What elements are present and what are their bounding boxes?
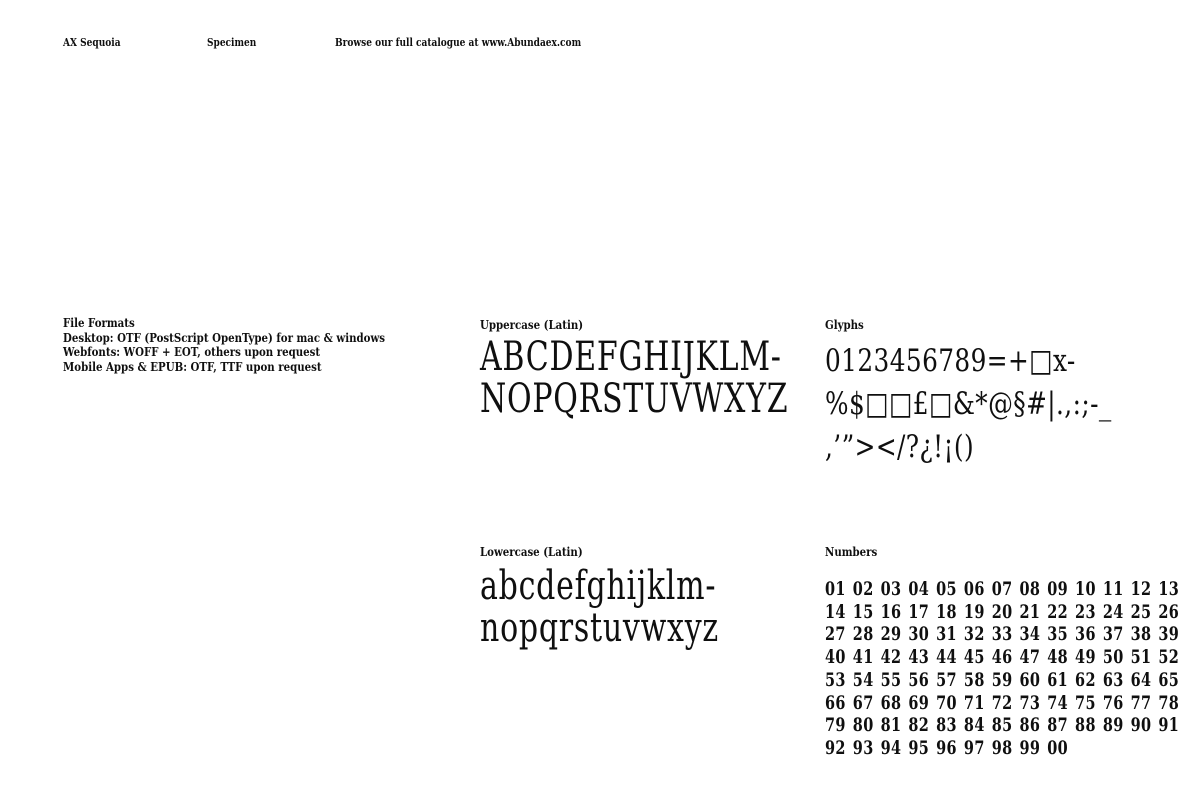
numbers-label: Numbers (825, 545, 878, 559)
glyphs-label: Glyphs (825, 318, 864, 332)
file-formats-title: File Formats (63, 316, 135, 330)
lowercase-line-2: nopqrstuvwxyz (480, 605, 719, 651)
uppercase-label: Uppercase (Latin) (480, 318, 584, 332)
glyphs-specimen (825, 340, 1112, 469)
numbers-row: 66 67 68 69 70 71 72 73 74 75 76 77 78 (825, 691, 1180, 714)
numbers-row: 01 02 03 04 05 06 07 08 09 10 11 12 13 (825, 578, 1180, 600)
glyphs-line-2: %$□□£□&*@§#|.,:;-_ (825, 386, 1112, 422)
glyphs-line-3: ,’”></?¿!¡() (825, 429, 975, 465)
numbers-row: 79 80 81 82 83 84 85 86 87 88 89 90 91 (825, 714, 1180, 737)
brand-name: AX Sequoia (63, 36, 121, 49)
uppercase-line-1: ABCDEFGHIJKLM- (480, 334, 782, 380)
numbers-row: 40 41 42 43 44 45 46 47 48 49 50 51 52 (825, 646, 1180, 669)
numbers-row: 27 28 29 30 31 32 33 34 35 36 37 38 39 (825, 623, 1180, 646)
lowercase-specimen (480, 565, 719, 649)
file-format-line-mobile: Mobile Apps & EPUB: OTF, TTF upon request (63, 359, 322, 374)
file-format-line-webfonts: Webfonts: WOFF + EOT, others upon request (63, 345, 321, 359)
file-formats-block (63, 316, 385, 374)
file-format-line-desktop: Desktop: OTF (PostScript OpenType) for mac & windows (63, 330, 385, 345)
numbers-grid (825, 578, 1179, 760)
uppercase-specimen (480, 336, 788, 420)
section-label: Specimen (207, 36, 257, 49)
uppercase-line-2: NOPQRSTUVWXYZ (480, 376, 789, 422)
lowercase-line-1: abcdefghijklm- (480, 563, 717, 609)
numbers-row: 92 93 94 95 96 97 98 99 00 (825, 736, 1069, 759)
catalogue-link[interactable]: Browse our full catalogue at www.Abundaex.com (335, 36, 582, 49)
glyphs-line-1: 0123456789=+□x- (825, 343, 1076, 379)
lowercase-label: Lowercase (Latin) (480, 545, 583, 559)
numbers-row: 14 15 16 17 18 19 20 21 22 23 24 25 26 (825, 600, 1180, 623)
numbers-row: 53 54 55 56 57 58 59 60 61 62 63 64 65 (825, 668, 1180, 691)
